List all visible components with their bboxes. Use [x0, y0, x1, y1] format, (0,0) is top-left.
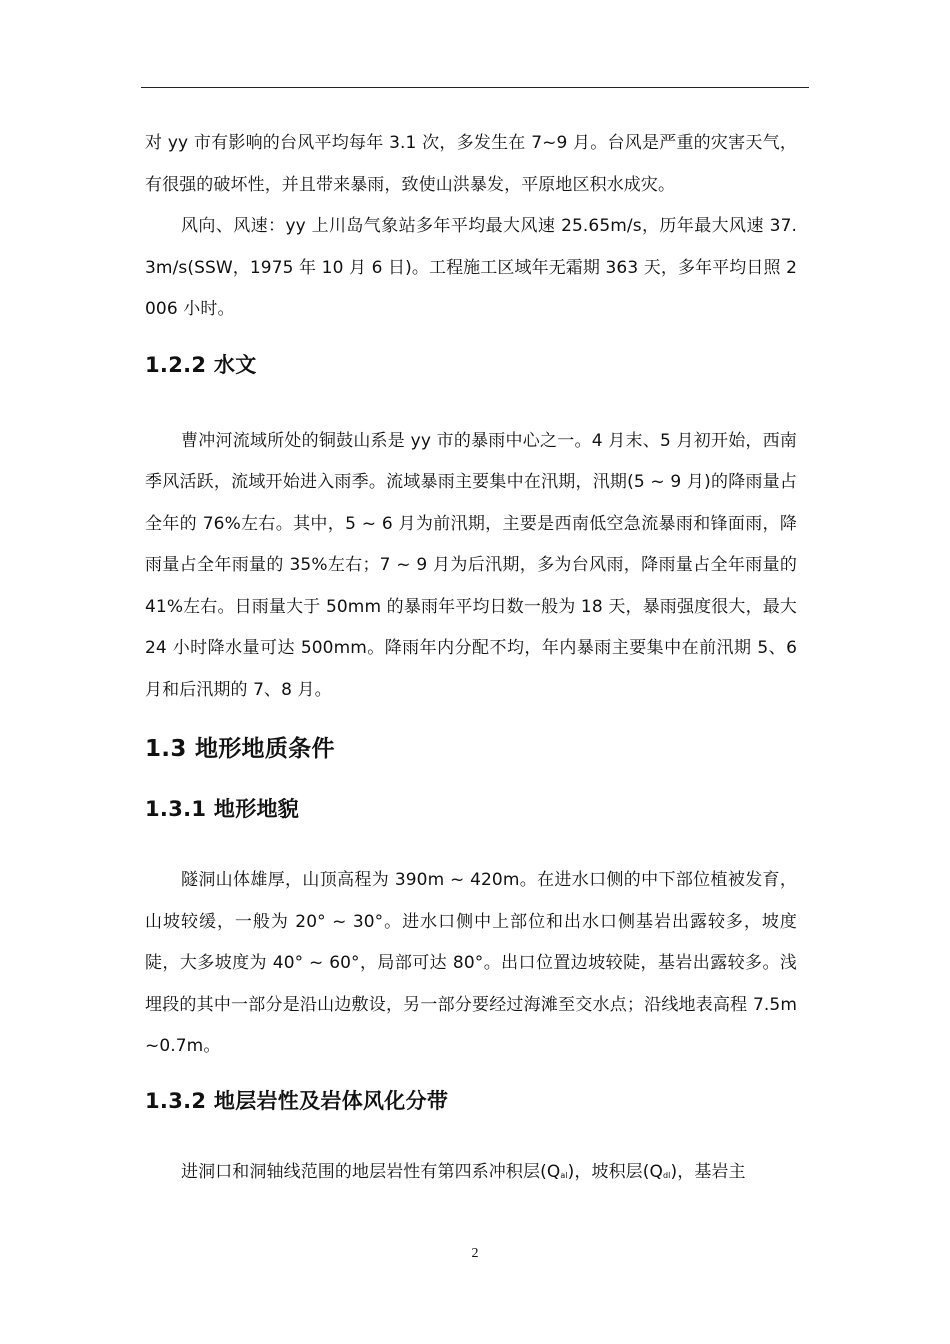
- heading-hydrology: 1.2.2 水文: [145, 352, 257, 377]
- subscript-dl: dl: [663, 1170, 671, 1180]
- strata-text-3: )，基岩主: [670, 1161, 746, 1182]
- document-body: [145, 123, 797, 1193]
- heading-landform: 1.3.1 地形地貌: [145, 797, 300, 821]
- strata-text-1: 进洞口和洞轴线范围的地层岩性有第四系冲积层(Q: [181, 1161, 561, 1182]
- paragraph-wind: 风向、风速：yy 上川岛气象站多年平均最大风速 25.65m/s，历年最大风速 37.3m/s(SSW，1975 年 10 月 6 日)。工程施工区域年无霜期 363 天，多年平均日照 2006 小时。: [145, 216, 797, 319]
- strata-text-2: )，坡积层(Q: [567, 1161, 663, 1182]
- header-rule: [141, 87, 809, 88]
- heading-terrain-geology: 1.3 地形地质条件: [145, 736, 335, 762]
- paragraph-hydrology: 曹冲河流域所处的铜鼓山系是 yy 市的暴雨中心之一。4 月末、5 月初开始，西南季风活跃，流域开始进入雨季。流域暴雨主要集中在汛期，汛期(5 ~ 9 月)的降雨量占全年的 76%左右。其中，5 ~ 6 月为前汛期，主要是西南低空急流暴雨和锋面雨，降雨量占全年雨量的 35%左右；7 ~ 9 月为后汛期，多为台风雨，降雨量占全年雨量的 41%左右。日雨量大于 50mm 的暴雨年平均日数一般为 18 天，暴雨强度很大，最大 24 小时降水量可达 500mm。降雨年内分配不均，年内暴雨主要集中在前汛期 5、6 月和后汛期的 7、8 月。: [145, 430, 797, 700]
- page-number: 2: [471, 1246, 479, 1261]
- paragraph-landform: 隧洞山体雄厚，山顶高程为 390m ~ 420m。在进水口侧的中下部位植被发育，山坡较缓，一般为 20° ~ 30°。进水口侧中上部位和出水口侧基岩出露较多，坡度陡，大多坡度为 40° ~ 60°，局部可达 80°。出口位置边坡较陡，基岩出露较多。浅埋段的其中一部分是沿山边敷设，另一部分要经过海滩至交水点；沿线地表高程 7.5m ~0.7m。: [145, 870, 797, 1056]
- subscript-al: al: [560, 1170, 568, 1180]
- paragraph-strata: [145, 1152, 797, 1194]
- paragraph-typhoon: 对 yy 市有影响的台风平均每年 3.1 次，多发生在 7~9 月。台风是严重的灾害天气，有很强的破坏性，并且带来暴雨，致使山洪暴发，平原地区积水成灾。: [145, 133, 797, 195]
- heading-strata: 1.3.2 地层岩性及岩体风化分带: [145, 1088, 449, 1113]
